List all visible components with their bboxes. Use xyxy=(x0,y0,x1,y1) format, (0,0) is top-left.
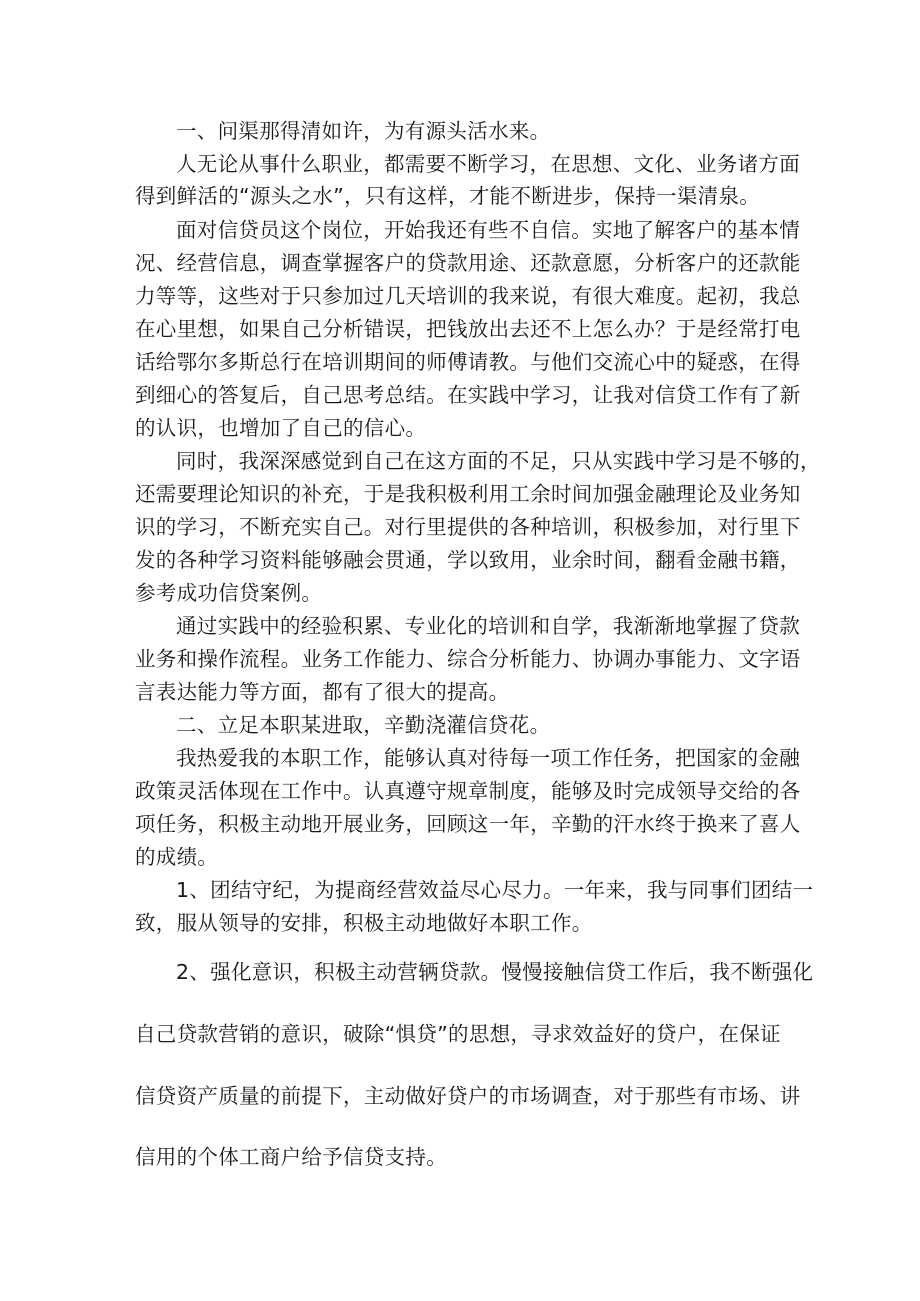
paragraph-line: 信用的个体工商户给予信贷支持。 xyxy=(135,1145,447,1169)
paragraph-line: 信贷资产质量的前提下，主动做好贷户的市场调查，对于那些有市场、讲 xyxy=(135,1084,801,1108)
paragraph-line: 通过实践中的经验积累、专业化的培训和自学，我渐渐地掌握了贷款 xyxy=(176,614,800,638)
paragraph-line: 参考成功信贷案例。 xyxy=(135,581,323,605)
paragraph-line: 自己贷款营销的意识，破除“惧贷”的思想，寻求效益好的贷户，在保证 xyxy=(135,1022,781,1046)
numbered-item-line: 1、团结守纪，为提商经营效益尽心尽力。一年来，我与同事们团结一 xyxy=(176,878,814,902)
paragraph-line: 识的学习，不断充实自己。对行里提供的各种培训，积极参加，对行里下 xyxy=(135,515,801,539)
paragraph-line: 在心里想，如果自己分析错误，把钱放出去还不上怎么办？于是经常打电 xyxy=(135,317,801,341)
section-heading-1: 一、问渠那得清如许，为有源头活水来。 xyxy=(176,119,551,143)
paragraph-line: 况、经营信息，调查掌握客户的贷款用途、还款意愿，分析客户的还款能 xyxy=(135,251,801,275)
paragraph-line: 发的各种学习资料能够融会贯通，学以致用，业余时间，翻看金融书籍， xyxy=(135,548,801,572)
paragraph-line: 项任务，积极主动地开展业务，回顾这一年，辛勤的汗水终于换来了喜人 xyxy=(135,812,801,836)
paragraph-line: 话给鄂尔多斯总行在培训期间的师傅请教。与他们交流心中的疑惑，在得 xyxy=(135,350,801,374)
paragraph-line: 面对信贷员这个岗位，开始我还有些不自信。实地了解客户的基本情 xyxy=(176,218,800,242)
paragraph-line: 人无论从事什么职业，都需要不断学习，在思想、文化、业务诸方面 xyxy=(176,152,800,176)
paragraph-line: 力等等，这些对于只参加过几天培训的我来说，有很大难度。起初，我总 xyxy=(135,284,801,308)
paragraph-line: 业务和操作流程。业务工作能力、综合分析能力、协调办事能力、文字语 xyxy=(135,647,801,671)
paragraph-line: 的认识，也增加了自己的信心。 xyxy=(135,416,427,440)
paragraph-line: 还需要理论知识的补充，于是我积极利用工余时间加强金融理论及业务知 xyxy=(135,482,801,506)
numbered-item-line: 2、强化意识，积极主动营辆贷款。慢慢接触信贷工作后，我不断强化 xyxy=(176,960,814,984)
paragraph-line: 我热爱我的本职工作，能够认真对待每一项工作任务，把国家的金融 xyxy=(176,746,800,770)
paragraph-line: 致，服从领导的安排，积极主动地做好本职工作。 xyxy=(135,911,593,935)
paragraph-line: 的成绩。 xyxy=(135,845,219,869)
paragraph-line: 言表达能力等方面，都有了很大的提高。 xyxy=(135,680,510,704)
paragraph-line: 到细心的答复后，自己思考总结。在实践中学习，让我对信贷工作有了新 xyxy=(135,383,801,407)
paragraph-line: 同时，我深深感觉到自己在这方面的不足，只从实践中学习是不够的， xyxy=(176,449,821,473)
paragraph-line: 得到鲜活的“源头之水”，只有这样，才能不断进步，保持一渠清泉。 xyxy=(135,184,761,208)
paragraph-line: 政策灵活体现在工作中。认真遵守规章制度，能够及时完成领导交给的各 xyxy=(135,779,801,803)
section-heading-2: 二、立足本职某进取，辛勤浇灌信贷花。 xyxy=(176,713,551,737)
